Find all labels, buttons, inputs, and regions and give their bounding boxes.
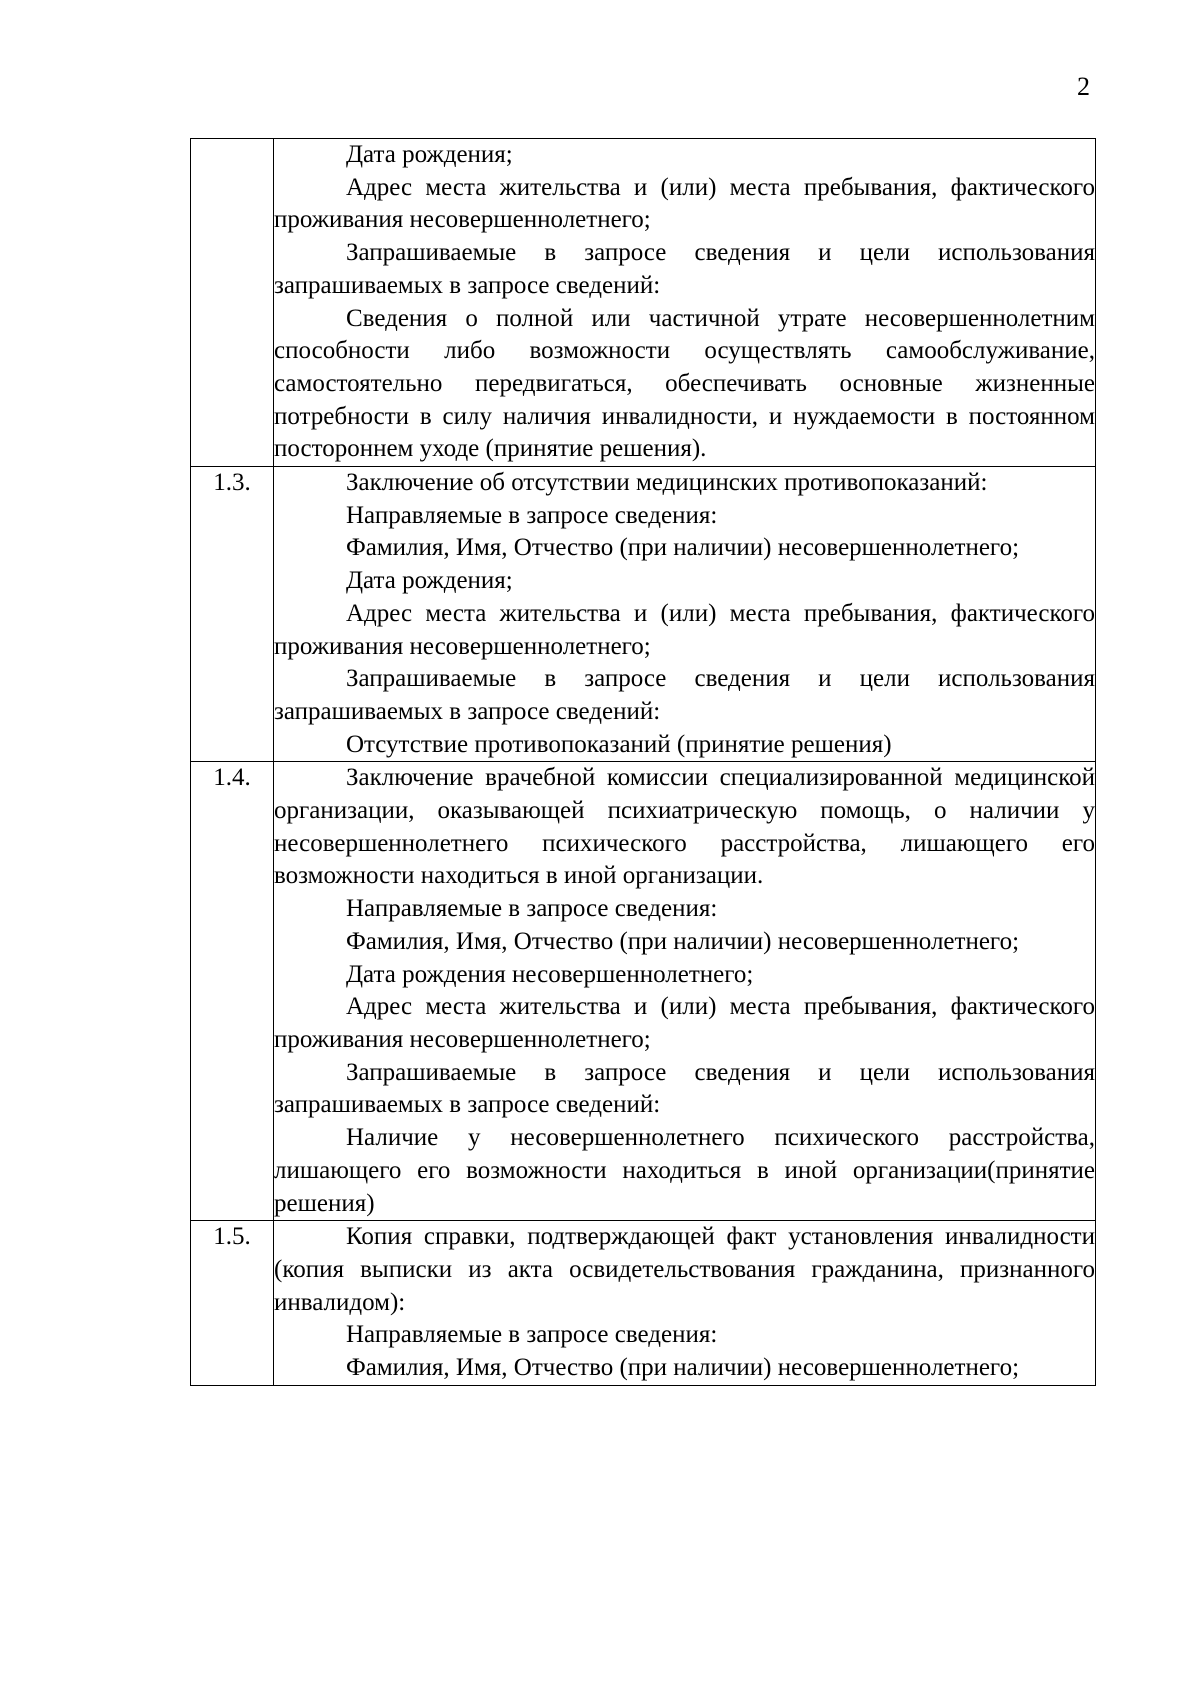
paragraph: Отсутствие противопоказаний (принятие решения) [346, 730, 892, 758]
paragraph: Направляемые в запросе сведения: [346, 895, 718, 923]
paragraph: Заключение об отсутствии медицинских противопоказаний: [346, 469, 988, 497]
paragraph: Наличие у несовершеннолетнего психического расстройства, лишающего его возможности находиться в иной организации(принятие решения) [274, 1124, 1095, 1217]
paragraph: Фамилия, Имя, Отчество (при наличии) несовершеннолетнего; [346, 927, 1020, 955]
paragraph: Запрашиваемые в запросе сведения и цели использования запрашиваемых в запросе сведений: [274, 1058, 1095, 1119]
paragraph: Адрес места жительства и (или) места пребывания, фактического проживания несовершеннолетнего; [274, 599, 1095, 660]
paragraph: Фамилия, Имя, Отчество (при наличии) несовершеннолетнего; [346, 1354, 1020, 1382]
paragraph: Запрашиваемые в запросе сведения и цели использования запрашиваемых в запросе сведений: [274, 665, 1095, 725]
row-content [274, 467, 1096, 762]
table-row [191, 1221, 1096, 1386]
paragraph: Сведения о полной или частичной утрате несовершеннолетним способности либо возможности осуществлять самообслуживание, самостоятельно передвигаться, обеспечивать основные жизненные потребности в силу наличия инвалидности, и нуждаемости в постоянном постороннем уходе (принятие решения). [274, 304, 1095, 463]
row-number: 1.3. [191, 467, 274, 762]
paragraph: Заключение врачебной комиссии специализированной медицинской организации, оказывающей психиатрическую помощь, о наличии у несовершеннолетнего психического расстройства, лишающего его возможности находиться в иной организации. [274, 764, 1095, 890]
paragraph: Адрес места жительства и (или) места пребывания, фактического проживания несовершеннолетнего; [274, 173, 1095, 234]
paragraph: Дата рождения несовершеннолетнего; [346, 960, 754, 988]
paragraph: Адрес места жительства и (или) места пребывания, фактического проживания несовершеннолетнего; [274, 993, 1095, 1053]
row-number: 1.4. [191, 762, 274, 1221]
paragraph: Запрашиваемые в запросе сведения и цели использования запрашиваемых в запросе сведений: [274, 239, 1095, 299]
paragraph: Дата рождения; [346, 141, 513, 168]
row-number [191, 139, 274, 467]
row-content [274, 139, 1096, 467]
row-content [274, 762, 1096, 1221]
paragraph: Фамилия, Имя, Отчество (при наличии) несовершеннолетнего; [346, 534, 1020, 562]
table-row [191, 139, 1096, 467]
paragraph: Копия справки, подтверждающей факт установления инвалидности (копия выписки из акта освидетельствования гражданина, признанного инвалидом): [274, 1223, 1095, 1316]
paragraph: Дата рождения; [346, 567, 513, 595]
table-row [191, 467, 1096, 762]
row-number: 1.5. [191, 1221, 274, 1386]
document-table [190, 138, 1096, 1386]
page-number: 2 [1077, 72, 1090, 101]
table-row [191, 762, 1096, 1221]
paragraph: Направляемые в запросе сведения: [346, 501, 718, 529]
row-content [274, 1221, 1096, 1386]
paragraph: Направляемые в запросе сведения: [346, 1321, 718, 1349]
